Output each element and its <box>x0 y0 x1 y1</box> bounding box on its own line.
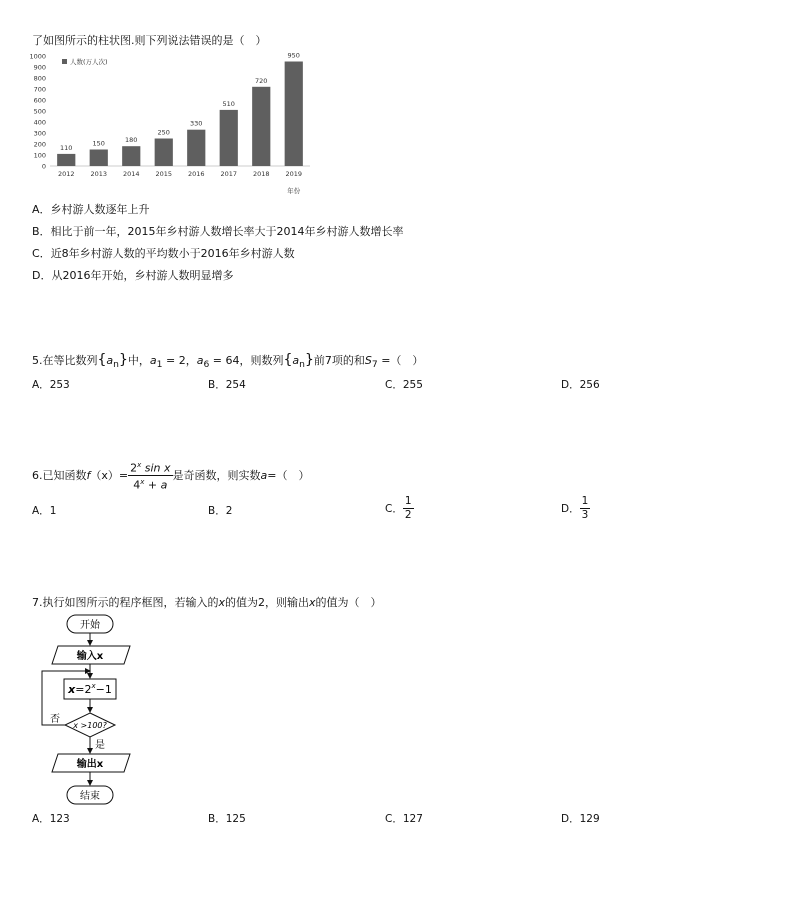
x-tick-label: 2018 <box>252 170 270 178</box>
bar <box>220 110 238 166</box>
x-tick-label: 2012 <box>57 170 75 178</box>
flow-end-label: 结束 <box>80 791 100 802</box>
data-label: 510 <box>222 99 235 108</box>
data-label: 330 <box>190 119 203 128</box>
y-tick-label: 500 <box>33 107 46 116</box>
data-label: 110 <box>60 143 73 152</box>
data-label: 720 <box>255 76 268 85</box>
q5-option-c: C．255 <box>385 379 423 391</box>
q7-option-a: A．123 <box>32 813 70 825</box>
q4-option-c: C．近8年乡村游人数的平均数小于2016年乡村游人数 <box>32 247 295 260</box>
flow-no-label: 否 <box>50 714 60 725</box>
q6-option-d: D． $\frac{1}{3}$ <box>561 495 589 521</box>
flow-input-label: 输入x <box>76 651 104 662</box>
bar <box>57 154 75 166</box>
bar <box>122 146 140 166</box>
q6-fraction: $\frac{2^x \sin x}{4^x + a}$ <box>130 461 171 492</box>
flow-condition-label: x >100? <box>73 721 107 730</box>
y-tick-label: 900 <box>33 63 46 72</box>
x-tick-label: 2017 <box>220 170 238 178</box>
q7-stem: 7.执行如图所示的程序框图，若输入的x的值为2，则输出x的值为（ ） <box>32 596 382 609</box>
y-tick-label: 700 <box>33 85 46 94</box>
x-tick-label: 2013 <box>90 170 108 178</box>
x-tick-label: 2019 <box>285 170 303 178</box>
y-tick-label: 200 <box>33 140 46 149</box>
q7-option-c: C．127 <box>385 813 423 825</box>
data-label: 950 <box>287 51 300 60</box>
flow-yes-label: 是 <box>95 740 105 751</box>
x-tick-label: 2015 <box>155 170 173 178</box>
y-tick-label: 800 <box>33 74 46 83</box>
q4-option-d: D．从2016年开始，乡村游人数明显增多 <box>32 269 234 282</box>
bar <box>187 130 205 166</box>
bar <box>252 87 270 166</box>
data-label: 150 <box>92 139 105 148</box>
bar <box>285 62 303 167</box>
flow-output-label: 输出x <box>76 759 104 770</box>
q5-option-b: B．254 <box>208 379 246 391</box>
q5-stem: 5.在等比数列$\{a_n\}$中，$a_1 = 2$，$a_6 = 64$，则数列$\{a_n\}$前7项的和$S_7$ =（ ） <box>32 352 424 371</box>
flowchart <box>38 612 148 810</box>
y-tick-label: 0 <box>41 162 46 171</box>
x-tick-label: 2016 <box>187 170 205 178</box>
q5-option-d: D．256 <box>561 379 600 391</box>
x-tick-label: 2014 <box>122 170 140 178</box>
y-tick-label: 400 <box>33 118 46 127</box>
flow-start-label: 开始 <box>80 620 100 631</box>
y-tick-label: 1000 <box>29 52 46 61</box>
bar-chart <box>28 48 328 198</box>
q6-option-b: B．2 <box>208 505 233 517</box>
q6-stem: 6. 已知函数 f （x） = $\frac{2^x \sin x}{4^x + a}$ 是奇函数，则实数 a =（ ） <box>32 461 310 492</box>
data-label: 180 <box>125 136 138 145</box>
q4-option-a: A．乡村游人数逐年上升 <box>32 203 150 216</box>
legend-swatch <box>62 59 67 64</box>
q5-option-a: A．253 <box>32 379 70 391</box>
q4-stem: 了如图所示的柱状图.则下列说法错误的是（ ） <box>32 34 267 47</box>
y-tick-label: 600 <box>33 96 46 105</box>
data-label: 250 <box>157 128 170 137</box>
y-tick-label: 100 <box>33 151 46 160</box>
q4-option-b: B．相比于前一年，2015年乡村游人数增长率大于2014年乡村游人数增长率 <box>32 225 404 238</box>
bar <box>90 150 108 167</box>
x-axis-title: 年份 <box>287 187 301 195</box>
q6-option-c: C． $\frac{1}{2}$ <box>385 495 412 521</box>
q7-option-d: D．129 <box>561 813 600 825</box>
q7-option-b: B．125 <box>208 813 246 825</box>
bar <box>155 139 173 167</box>
q6-option-a: A．1 <box>32 505 57 517</box>
legend-label: 人数(万人次) <box>70 58 108 66</box>
y-tick-label: 300 <box>33 129 46 138</box>
flow-assign-label: $x=2^x-1$ <box>68 682 112 696</box>
